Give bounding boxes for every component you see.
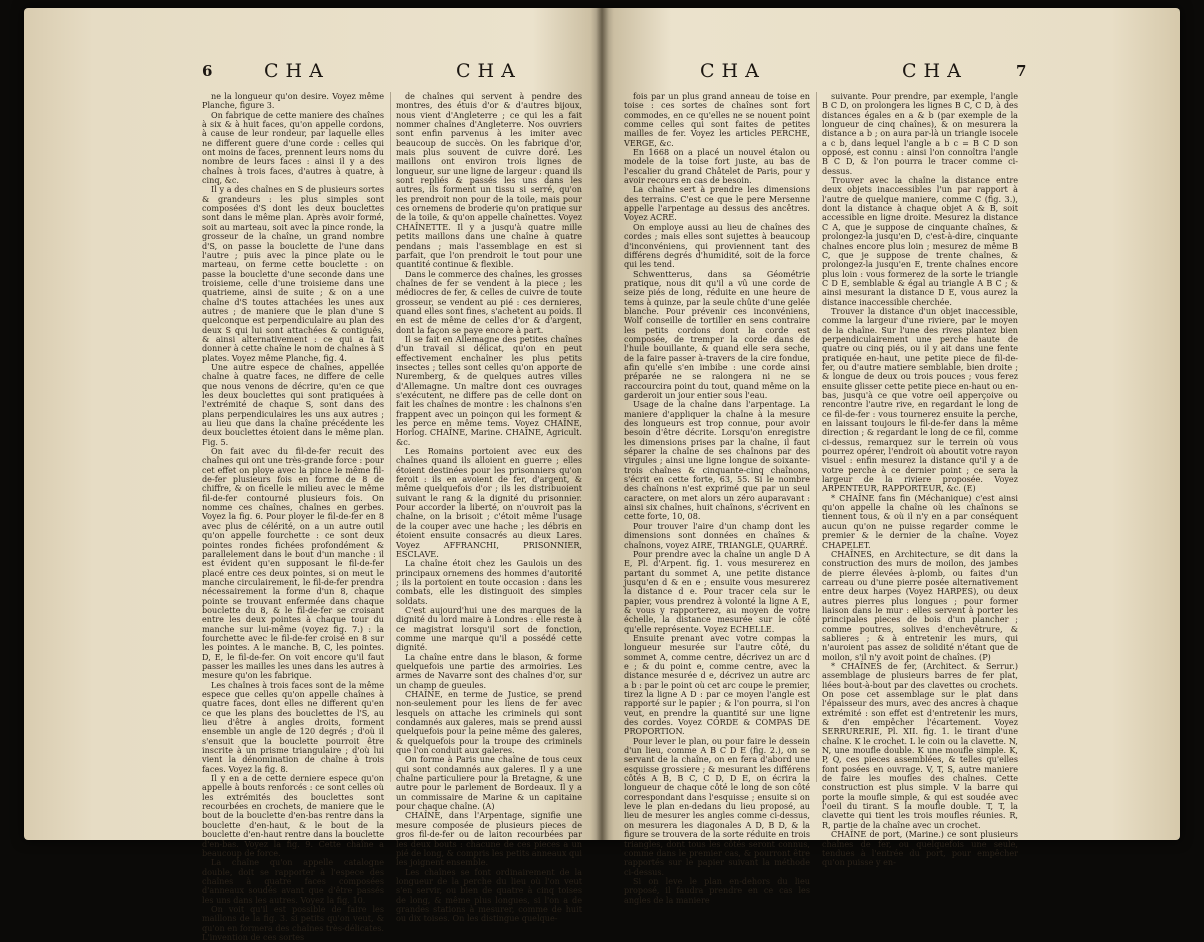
paragraph: Les chaînes se font ordinairement de la longueur de la perche du lieu où l'on veut s'en servir, ou bien de quatre à cinq toises de long, & même plus longues, si l'on a de grandes stations à mesurer, comme de huit ou dix toises. On les distingue quelque-: [396, 866, 582, 924]
paragraph: Trouver avec la chaîne la distance entre deux objets inaccessibles l'un par rapport à l'autre de quelque maniere, comme C (fig. 3.), dont la distance à chaque objet A & B, soit accessible en ligne droite. Mesurez la distance C A, que je suppose de cinquante chaînes, & prolongez-la jusqu'en D, c'est-à-dire, cinquante chaînes encore plus loin ; mesurez de même B C, que je suppose de trente chaînes, & prolongez-la jusqu'en E, trente chaînes encore plus loin : vous formerez de la sorte le triangle C D E, semblable & égal au triangle A B C ; & ainsi mesurant la distance D E, vous aurez la distance inaccessible cherchée.: [822, 175, 1018, 307]
paragraph: Il y en a de cette derniere espece qu'on appelle à bouts renforcés : ce sont celles où les extrémités des bouclettes sont recourbées en crochets, de maniere que le bout de la bouclette d'en-bas rentre dans la bouclette d'en-haut, & le bout de la bouclette d'en-haut rentre dans la bouclette d'en-bas. Voyez la fig. 9. Cette chaîne a beaucoup de force.: [202, 773, 384, 858]
column-divider: [816, 92, 817, 782]
paragraph: On voit qu'il est possible de faire les maillons de la fig. 3. si petits qu'on veut, & qu'on en formera des chaînes très-délicates. L'invention de ces sortes: [202, 903, 384, 942]
paragraph: * CHAÎNE fans fin (Méchanique) c'est ainsi qu'on appelle la chaîne où les chaînons se tiennent tous, & où il n'y en a par conséquent aucun qu'on ne puisse regarder comme le premier & le dernier de la chaîne. Voyez CHAPELET.: [822, 492, 1018, 550]
page-number: 6: [202, 62, 213, 80]
paragraph: Les Romains portoient avec eux des chaînes quand ils alloient en guerre ; elles étoient destinées pour les prisonniers qu'on feroit : ils en avoient de fer, d'argent, & même quelquefois d'or ; ils les distribuoient suivant le rang & la dignité du prisonnier. Pour accorder la liberté, on n'ouvroit pas la chaîne, on la brisoit ; c'étoit même l'usage de la couper avec une hache ; les débris en étoient ensuite consacrés au dieux Lares. Voyez AFFRANCHI, PRISONNIER, ESCLAVE.: [396, 446, 582, 559]
paragraph: Usage de la chaîne dans l'arpentage. La maniere d'appliquer la chaîne à la mesure des longueurs est trop connue, pour avoir besoin d'être décrite. Lorsqu'on enregistre les dimensions prises par la chaîne, il faut séparer la chaîne de ses chaînons par des virgules ; ainsi une ligne longue de soixante-trois chaînes & cinquante-cinq chaînons, s'écrit en cette forte, 63, 55. Si le nombre des chaînons n'est exprimé que par un seul caractere, on met alors un zéro auparavant : ainsi six chaînes, huit chaînons, s'écrivent en cette forte, 10, 08.: [624, 399, 810, 522]
paragraph: de chaînes qui servent à pendre des montres, des étuis d'or & d'autres bijoux, nous vient d'Angleterre ; ce qui les a fait nommer chaînes d'Angleterre. Nos ouvriers sont enfin parvenus à les imiter avec beaucoup de succès. On les fabrique d'or, mais plus souvent de cuivre doré. Les maillons ont environ trois lignes de longueur, sur une ligne de largeur : quand ils sont repliés & passés les uns dans les autres, ils forment un tissu si serré, qu'on les prendroit non pour de la toile, mais pour ces ornemens de broderie qu'on pratique sur de la toile, & qu'on appelle chaînettes. Voyez CHAÎNETTE. Il y a jusqu'à quatre mille petits maillons dans une chaîne à quatre pendans ; mais l'assemblage en est si parfait, que l'on prendroit le tout pour une quantité continue & flexible.: [396, 91, 582, 270]
text-column-right: [822, 91, 1018, 868]
paragraph: On fabrique de cette maniere des chaînes à six & à huit faces, qu'on appelle cordons, à cause de leur rondeur, par laquelle elles ne different guere d'une corde : celles qui ont moins de faces, prennent leurs noms du nombre de leurs faces : ainsi il y a des chaînes à trois faces, d'autres à quatre, à cinq, &c.: [202, 109, 384, 186]
paragraph: Il se fait en Allemagne des petites chaînes d'un travail si délicat, qu'on en peut effectivement enchaîner les plus petits insectes ; telles sont celles qu'on apporte de Nuremberg, & de quelques autres villes d'Allemagne. Un maître dont ces ouvrages s'exécutent, ne differe pas de celle dont on fait les chaînes de montre : les chaînons s'en frappent avec un poinçon qui les forment & les perce en même tems. Voyez CHAÎNE, Horlog. CHAÎNE, Marine. CHAÎNE, Agricult. &c.: [396, 333, 582, 447]
paragraph: On forme à Paris une chaîne de tous ceux qui sont condamnés aux galeres. Il y a une chaîne particuliere pour la Bretagne, & une autre pour le parlement de Bordeaux. Il y a un commissaire de Marine & un capitaine pour chaque chaîne. (A): [396, 754, 582, 812]
running-head: CHA: [264, 60, 330, 82]
paragraph: En 1668 on a placé un nouvel étalon ou modele de la toise fort juste, au bas de l'escalier du grand Châtelet de Paris, pour y avoir recours en cas de besoin.: [624, 147, 810, 186]
left-page-header: [24, 60, 602, 86]
running-head: CHA: [700, 60, 766, 82]
paragraph: ne la longueur qu'on desire. Voyez même Planche, figure 3.: [202, 91, 384, 111]
paragraph: La chaîne entre dans le blason, & forme quelquefois une partie des armoiries. Les armes de Navarre sont des chaînes d'or, sur un champ de gueules.: [396, 651, 582, 690]
paragraph: C'est aujourd'hui une des marques de la dignité du lord maire à Londres : elle reste à ce magistrat lorsqu'il sort de fonction, comme une marque qu'il a possédé cette dignité.: [396, 604, 582, 653]
paragraph: Il y a des chaînes en S de plusieurs sortes & grandeurs : les plus simples sont composées d'S dont les deux bouclettes sont dans le même plan. Après avoir formé, soit au marteau, soit avec la pince ronde, la grosseur de la chaîne, un grand nombre d'S, on passe la bouclette de l'une dans l'autre ; puis avec la pince plate ou le marteau, on ferme cette bouclette : on passe la bouclette d'une seconde dans une troisieme, celle d'une troisieme dans une quatrieme, ainsi de suite ; & on a une chaîne d'S toutes attachées les unes aux autres ; de maniere que le plan d'une S quelconque est perpendiculaire au plan des deux S qui lui sont attachées & contiguës, & ainsi alternativement : ce qui a fait donner à cette chaîne le nom de chaînes à S plates. Voyez même Planche, fig. 4.: [202, 184, 384, 363]
left-page: [24, 8, 602, 942]
text-column-left: [624, 91, 810, 905]
book-spread: [24, 8, 1180, 942]
paragraph: CHAÎNE, dans l'Arpentage, signifie une mesure composée de plusieurs pieces de gros fil-de-fer ou de laiton recourbées par les deux bouts : chacune de ces pieces a un pié de long, & compris les petits anneaux qui les joignent ensemble.: [396, 810, 582, 868]
text-column-left: [202, 91, 384, 942]
paragraph: Si on leve le plan en-dehors du lieu proposé, il faudra prendre en ce cas les angles de la maniere: [624, 875, 810, 905]
paragraph: Schwentterus, dans sa Géométrie pratique, nous dit qu'il a vû une corde de seize piés de long, réduite en une heure de tems à quinze, par la seule chûte d'une gelée blanche. Pour prévenir ces inconvéniens, Wolf conseille de tortiller en sens contraire les petits cordons dont la corde est composée, de tremper la corde dans de l'huile bouillante, & quand elle sera seche, de la faire passer à-travers de la cire fondue, afin qu'elle s'en imbibe : une corde ainsi préparée ne se ralongera ni ne se raccourcira point du tout, quand même on la garderoit un jour entier sous l'eau.: [624, 268, 810, 400]
page-number: 7: [1016, 62, 1027, 80]
book-gutter: [590, 8, 614, 840]
paragraph: Trouver la distance d'un objet inaccessible, comme la largeur d'une riviere, par le moyen de la chaîne. Sur l'une des rives plantez bien perpendiculairement une perche haute de quatre ou cinq piés, ou il y ait dans une fente pratiquée en-haut, une petite piece de fil-de-fer, ou d'autre matiere semblable, bien droite ; & longue de deux ou trois pouces ; vous ferez ensuite glisser cette petite piece en-haut ou en-bas, jusqu'à ce que votre oeil apperçoive ou rencontre l'autre rive, en regardant le long de ce fil-de-fer : vous tournerez ensuite la perche, en laissant toujours le fil-de-fer dans la même direction ; & regardant le long de ce fil, comme ci-dessus, remarquez sur le terrein où vous pourrez opérer, l'endroit où aboutit votre rayon visuel : enfin mesurez la distance qu'il y a de votre perche à ce dernier point ; ce sera la largeur de la riviere proposée. Voyez ARPENTEUR, RAPPORTEUR, &c. (E): [822, 305, 1018, 494]
paragraph: fois par un plus grand anneau de toise en toise : ces sortes de chaînes sont fort commodes, en ce qu'elles ne se nouent point comme celles qui sont faites de petites mailles de fer. Voyez les articles PERCHE, VERGE, &c.: [624, 91, 810, 148]
paragraph: Ensuite prenant avec votre compas la longueur mesurée sur l'autre côté, du sommet A, comme centre, décrivez un arc d e ; & du point e, comme centre, avec la distance mesurée d e, décrivez un autre arc a b : par le point où cet arc coupe le premier, tirez la ligne A D : par ce moyen l'angle est rapporté sur le papier ; & l'on pourra, si l'on veut, en prendre la quantité sur une ligne des cordes. Voyez CORDE & COMPAS DE PROPORTION.: [624, 632, 810, 737]
paragraph: Dans le commerce des chaînes, les grosses chaînes de fer se vendent à la piece ; les médiocres de fer, & celles de cuivre de toute grosseur, se vendent au pié : ces dernieres, quand elles sont fines, s'achetent au poids. Il en est de même de celles d'or & d'argent, dont la façon se paye encore à part.: [396, 268, 582, 335]
paragraph: Pour lever le plan, ou pour faire le dessein d'un lieu, comme A B C D E (fig. 2.), on se servant de la chaîne, on en fera d'abord une esquisse grossiere ; & mesurant les différens côtés A B, B C, C D, D E, on écrira la longueur de chaque côté le long de son côté correspondant dans l'esquisse ; ensuite si on leve le plan en-dedans du lieu proposé, au lieu de mesurer les angles comme ci-dessus, on mesurera les diagonales A D, B D, & la figure se trouvera de la sorte réduite en trois triangles, dont tous les côtés seront connus, comme dans le premier cas, & pourront être rapportés sur le papier suivant la méthode ci-dessus.: [624, 735, 810, 877]
paragraph: Pour trouver l'aire d'un champ dont les dimensions sont données en chaînes & chaînons, voyez AIRE, TRIANGLE, QUARRÉ.: [624, 520, 810, 550]
paragraph: suivante. Pour prendre, par exemple, l'angle B C D, on prolongera les lignes B C, C D, à des distances égales en a & b (par exemple de la longueur de cinq chaînes), & on mesurera la distance a b ; on aura par-là un triangle isocele a c b, dans lequel l'angle a b c = B C D son opposé, est connu : ainsi l'on connoîtra l'angle B C D, & l'on pourra le tracer comme ci-dessus.: [822, 91, 1018, 176]
right-page-header: [602, 60, 1180, 86]
paragraph: Une autre espece de chaînes, appellée chaîne à quatre faces, ne differe de celle que nous venons de décrire, qu'en ce que les deux bouclettes qui sont pratiquées à l'extrémité de chaque S, sont dans des plans perpendiculaires les uns aux autres ; au lieu que dans la chaîne précédente les deux bouclettes étoient dans le même plan. Fig. 5.: [202, 361, 384, 447]
paragraph: On employe aussi au lieu de chaînes des cordes ; mais elles sont sujettes à beaucoup d'inconvéniens, qui proviennent tant des différens degrés d'humidité, soit de la force qui les tend.: [624, 221, 810, 270]
paragraph: Pour prendre avec la chaîne un angle D A E, Pl. d'Arpent. fig. 1. vous mesurerez en partant du sommet A, une petite distance jusqu'en d & en e ; ensuite vous mesurerez la distance d e. Pour tracer cela sur le papier, vous prendrez à volonté la ligne A E, & vous y rapporterez, au moyen de votre échelle, la distance mesurée sur le côté qu'elle représente. Voyez ECHELLE.: [624, 548, 810, 634]
paragraph: CHAÎNE, en terme de Justice, se prend non-seulement pour les liens de fer avec lesquels on attache les criminels qui sont condamnés aux galeres, mais se prend aussi quelquefois pour la peine même des galeres, & quelquefois pour la troupe des criminels que l'on conduit aux galeres.: [396, 689, 582, 756]
paragraph: La chaîne qu'on appelle catalogne double, doit se rapporter à l'espece des chaînes à quatre faces composées d'anneaux soudés avant que d'être passés les uns dans les autres. Voyez la fig. 10.: [202, 857, 384, 905]
paragraph: La chaîne sert à prendre les dimensions des terrains. C'est ce que le pere Mersenne appelle l'arpentage au dessus des ancêtres. Voyez ACRE.: [624, 184, 810, 223]
paragraph: CHAÎNE de port, (Marine.) ce sont plusieurs chaînes de fer, ou quelquefois une seule, tendues à l'entrée du port, pour empêcher qu'on puisse y en-: [822, 829, 1018, 868]
paragraph: Les chaînes à trois faces sont de la même espece que celles qu'on appelle chaînes à quatre faces, dont elles ne different qu'en ce que les plans des bouclettes de l'S, au lieu d'être à angles droits, forment ensemble un angle de 120 degrés ; d'où il s'ensuit que la bouclette pourroit être inscrite à un prisme triangulaire ; d'où lui vient la dénomination de chaîne à trois faces. Voyez la fig. 8.: [202, 679, 384, 774]
paragraph: On fait avec du fil-de-fer recuit des chaînes qui ont une très-grande force : pour cet effet on ploye avec la pince le même fil-de-fer plusieurs fois en forme de 8 de chiffre, & on ficelle le milieu avec le même fil-de-fer contourné plusieurs fois. On nomme ces chaînes, chaînes en gerbes. Voyez la fig. 6. Pour ployer le fil-de-fer en 8 avec plus de célérité, on a un autre outil qu'on appelle fourchette : ce sont deux pointes rondes fichées profondément & parallelement dans le bout d'un manche : il est évident qu'en supposant le fil-de-fer placé entre ces deux pointes, si on meut le manche circulairement, le fil-de-fer prendra nécessairement la forme d'un 8, chaque pointe se trouvant enfermée dans chaque bouclette du 8, & le fil-de-fer se croisant entre les deux pointes à chaque tour du manche sur lui-même (voyez fig. 7.) : la fourchette avec le fil-de-fer croisé en 8 sur les pointes. A le manche. B, C, les pointes. D, E, le fil-de-fer. On voit encore qu'il faut passer les mailles les unes dans les autres à mesure qu'on les fabrique.: [202, 446, 384, 681]
paragraph: CHAÎNES, en Architecture, se dit dans la construction des murs de moilon, des jambes de pierre élevées à-plomb, ou faites d'un carreau ou d'une pierre posée alternativement entre deux harpes (Voyez HARPES), ou deux autres pierres plus longues ; pour former liaison dans le mur : elles servent à porter les principales pieces de bois d'un plancher ; comme poutres, solives d'enchevêtrure, & sablieres ; & à entretenir les murs, qui n'auroient pas assez de solidité n'étant que de moilon, s'il n'y avoit point de chaînes. (P): [822, 548, 1018, 662]
paragraph: La chaîne étoit chez les Gaulois un des principaux ornemens des hommes d'autorité ; ils la portoient en toute occasion : dans les combats, elle les distinguoit des simples soldats.: [396, 558, 582, 606]
running-head: CHA: [902, 60, 968, 82]
paragraph: * CHAÎNES de fer, (Architect. & Serrur.) assemblage de plusieurs barres de fer plat, liées bout-à-bout par des clavettes ou crochets. On pose cet assemblage sur le plat dans l'épaisseur des murs, avec des ancres à chaque extrémité : son effet est d'entretenir les murs, & d'en empêcher l'écartement. Voyez SERRURERIE, Pl. XII. fig. 1. le tirant d'une chaîne. K le crochet. L le coin ou la clavette. N, N, une moufle double. K une moufle simple. K, P, Q, ces pieces assemblées, & telles qu'elles font posées en ouvrage. V, T, S, autre maniere de faire les moufles des chaînes. Cette construction est plus simple. V la barre qui porte la moufle simple, & qui est soudée avec l'oeil du tirant. S la moufle double. T, T, la clavette qui tient les trois moufles réunies. R, R, partie de la chaîne avec un crochet.: [822, 660, 1018, 830]
text-column-right: [396, 91, 582, 924]
column-divider: [390, 92, 391, 782]
right-page: [602, 8, 1180, 905]
running-head: CHA: [456, 60, 522, 82]
